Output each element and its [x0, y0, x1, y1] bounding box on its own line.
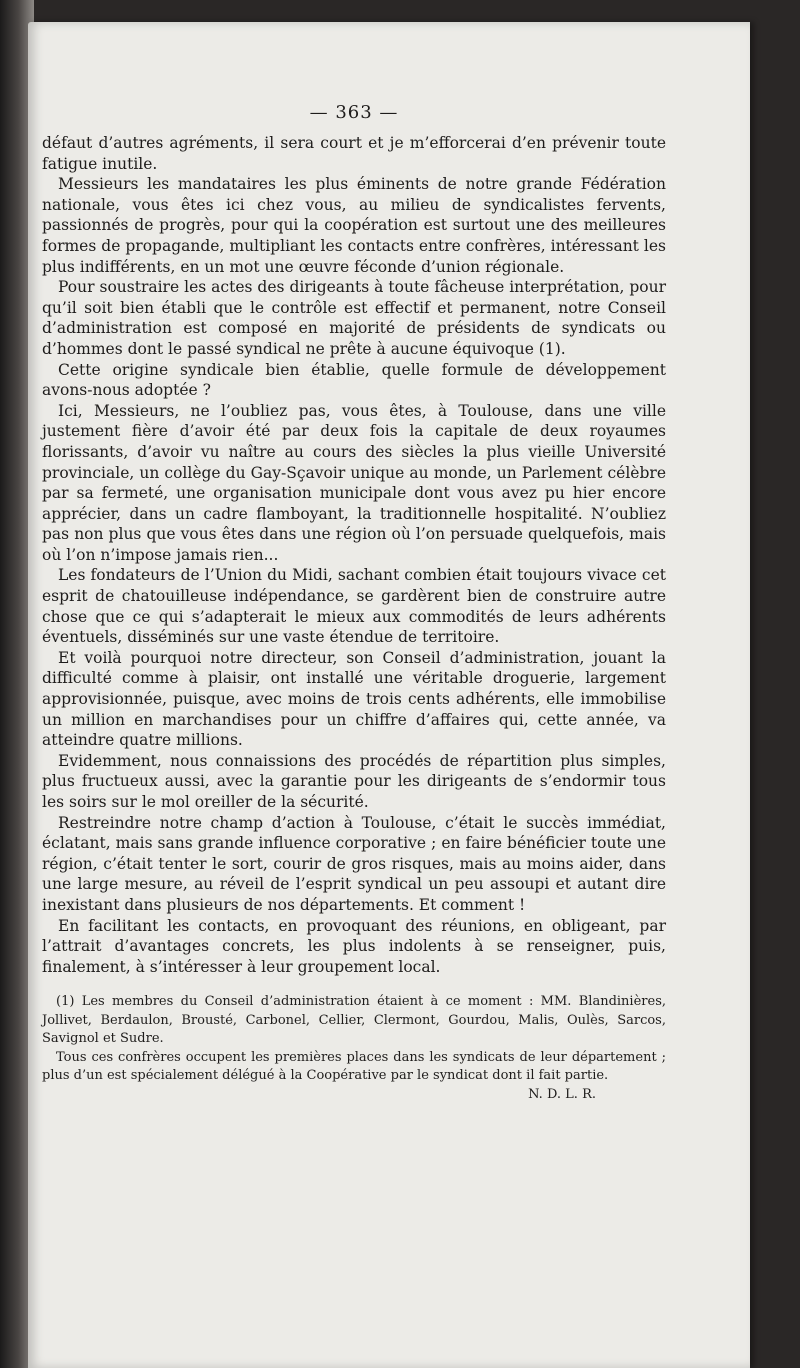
paragraph: En facilitant les contacts, en provoquant des réunions, en obligeant, par l’attrait d’avantages concrets, les plus indolents à se renseigner, puis, finalement, à s’intéresser à leur groupement local. — [42, 916, 666, 976]
footnote: (1) Les membres du Conseil d’administration étaient à ce moment : MM. Blandinières, Jollivet, Berdaulon, Brousté, Carbonel, Cellier, Clermont, Gourdou, Malis, Oulès, Sarcos, Savignol et Sudre. — [42, 994, 666, 1047]
footnotes — [42, 993, 666, 1102]
paragraph: Les fondateurs de l’Union du Midi, sachant combien était toujours vivace cet esprit de chatouilleuse indépendance, se gardèrent bien de construire autre chose que ce qui s’adapterait le mieux aux commodités de leurs adhérents éventuels, disséminés sur une vaste étendue de territoire. — [42, 566, 666, 647]
paragraph: Ici, Messieurs, ne l’oubliez pas, vous êtes, à Toulouse, dans une ville justement fière d’avoir été par deux fois la capitale de deux royaumes florissants, d’avoir vu naître au cours des siècles la plus vieille Université provinciale, un collège du Gay-Sçavoir unique au monde, un Parlement célèbre par sa fermeté, une organisation municipale dont vous avez pu hier encore apprécier, dans un cadre flamboyant, la traditionnelle hospitalité. N’oubliez pas non plus que vous êtes dans une région où l’on persuade quelquefois, mais où l’on n’impose jamais rien... — [42, 401, 666, 564]
paragraph: Pour soustraire les actes des dirigeants à toute fâcheuse interprétation, pour qu’il soit bien établi que le contrôle est effectif et permanent, notre Conseil d’administration est composé en majorité de présidents de syndicats ou d’hommes dont le passé syndical ne prête à aucune équivoque (1). — [42, 278, 666, 358]
paragraph: Evidemment, nous connaissions des procédés de répartition plus simples, plus fructueux aussi, avec la garantie pour les dirigeants de s’endormir tous les soirs sur le mol oreiller de la sécurité. — [42, 751, 666, 811]
paragraph: Restreindre notre champ d’action à Toulouse, c’était le succès immédiat, éclatant, mais sans grande influence corporative ; en faire bénéficier toute une région, c’était tenter le sort, courir de gros risques, mais au moins aider, dans une large mesure, au réveil de l’esprit syndical un peu assoupi et autant dire inexistant dans plusieurs de nos départements. Et comment ! — [42, 813, 666, 914]
paragraph: Et voilà pourquoi notre directeur, son Conseil d’administration, jouant la difficulté comme à plaisir, ont installé une véritable droguerie, largement approvisionnée, puisque, avec moins de trois cents adhérents, elle immobilise un million en marchandises pour un chiffre d’affaires qui, cette année, va atteindre quatre millions. — [42, 648, 666, 750]
paragraph: défaut d’autres agréments, il sera court et je m’efforcerai d’en prévenir toute fatigue inutile. — [42, 134, 666, 173]
scanned-page — [28, 22, 750, 1368]
editor-signature: N. D. L. R. — [528, 1086, 596, 1102]
paragraph: Messieurs les mandataires les plus éminents de notre grande Fédération nationale, vous êtes ici chez vous, au milieu de syndicalistes fervents, passionnés de progrès, pour qui la coopération est surtout une des meilleures formes de propagande, multipliant les contacts entre confrères, intéressant les plus indifférents, en un mot une œuvre féconde d’union régionale. — [42, 175, 666, 276]
body-text — [42, 133, 666, 977]
page-content — [42, 102, 666, 1104]
footnote-continued — [42, 1049, 666, 1102]
paragraph: Cette origine syndicale bien établie, quelle formule de développement avons-nous adoptée ? — [42, 360, 666, 400]
footnote-text: Tous ces confrères occupent les premières places dans les syndicats de leur département ; plus d’un est spécialement délégué à la Coopérative par le syndicat dont il fait partie. — [42, 1049, 666, 1084]
page-number: — 363 — — [309, 102, 399, 123]
